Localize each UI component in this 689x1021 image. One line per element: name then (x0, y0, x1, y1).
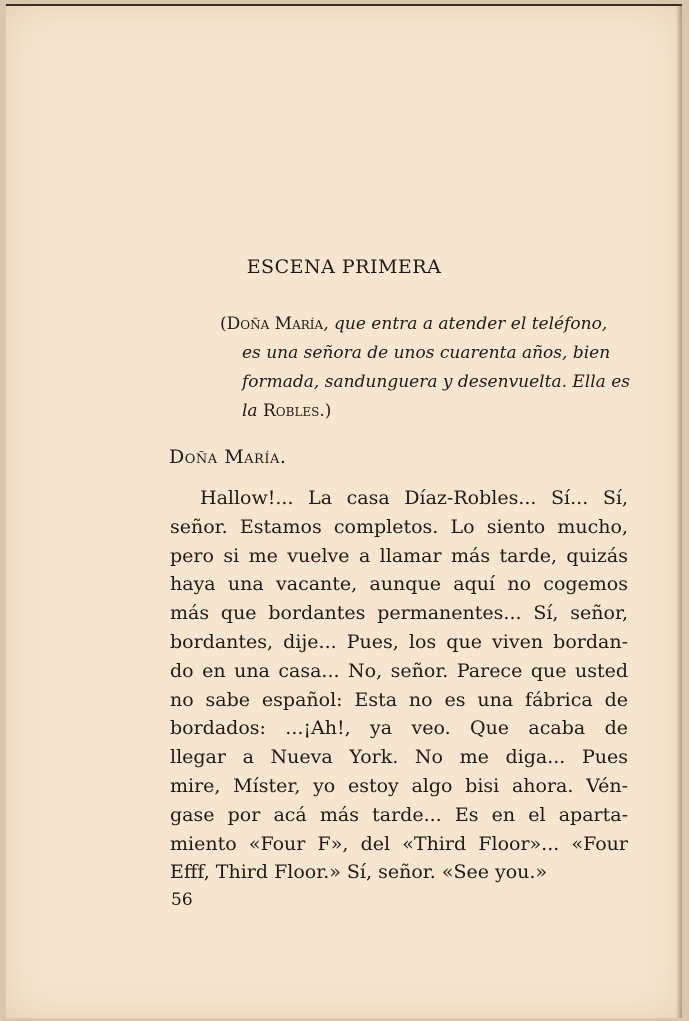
book-page (6, 4, 682, 1018)
stage-text: , que entra a atender el teléfono, (323, 314, 608, 334)
dialogue-body (170, 484, 628, 887)
dialogue-line: Efff, Third Floor.» Sí, señor. «See you.» (170, 861, 548, 884)
dialogue-line: haya una vacante, aunque aquí no cogemos (170, 573, 628, 596)
dialogue-line: bordados: ...¡Ah!, ya veo. Que acaba de (170, 717, 628, 740)
dialogue-line: pero si me vuelve a llamar más tarde, quizás (170, 544, 628, 567)
dialogue-line: más que bordantes permanentes... Sí, señor, (170, 602, 628, 625)
open-paren: ( (220, 314, 227, 334)
dialogue-line: mire, Míster, yo estoy algo bisi ahora. Vén- (170, 774, 628, 797)
close-paren: .) (319, 401, 332, 421)
stage-line-3: formada, sandunguera y desenvuelta. Ella es (242, 372, 630, 392)
character-surname: Robles (262, 401, 320, 421)
page-number: 56 (171, 890, 193, 910)
dialogue-line: llegar a Nueva York. No me diga... Pues (170, 746, 628, 769)
dialogue-line: gase por acá más tarde... Es en el aparta- (170, 803, 628, 826)
speaker-name: Doña María. (169, 446, 287, 468)
stage-text: la (242, 401, 263, 421)
dialogue-line: do en una casa... No, señor. Parece que usted (170, 659, 628, 682)
stage-line-4 (242, 397, 638, 426)
character-name: Doña María (226, 314, 324, 334)
dialogue-line: bordantes, dije... Pues, los que viven bordan- (170, 630, 628, 653)
stage-direction (220, 310, 638, 426)
stage-line-1 (220, 310, 638, 339)
dialogue-line: no sabe español: Esta no es una fábrica de (170, 688, 628, 711)
scene-heading: ESCENA PRIMERA (246, 256, 442, 278)
dialogue-line: Hallow!... La casa Díaz-Robles... Sí... Sí, (200, 487, 628, 509)
dialogue-line: miento «Four F», del «Third Floor»... «Four (170, 832, 628, 855)
dialogue-line: señor. Estamos completos. Lo siento mucho, (170, 515, 628, 538)
stage-line-2: es una señora de unos cuarenta años, bien (242, 343, 611, 363)
